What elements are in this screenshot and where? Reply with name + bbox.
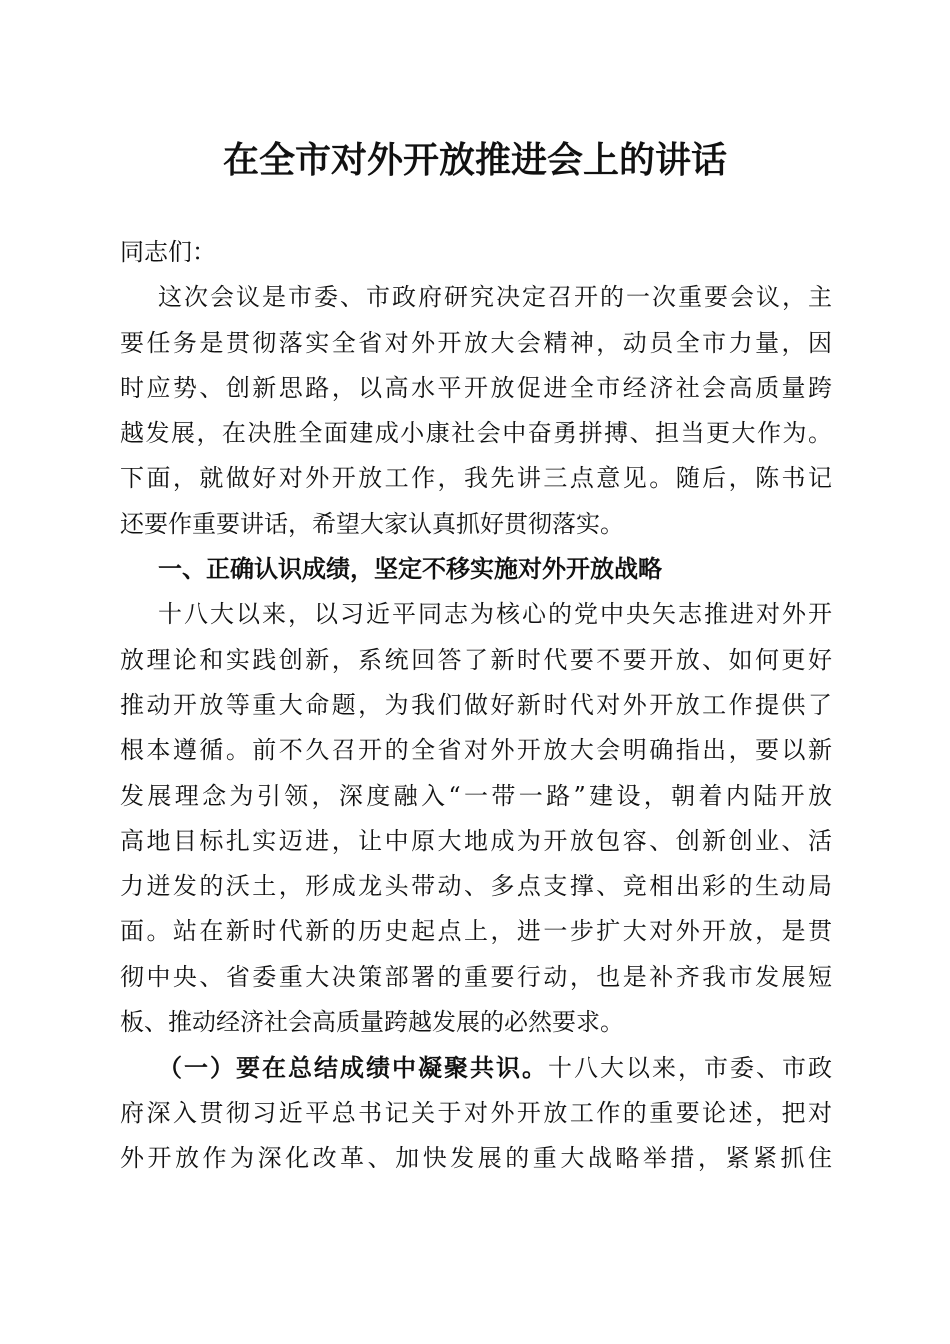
- paragraph-2-line: 力迸发的沃土，形成龙头带动、多点支撑、竞相出彩的生动局: [120, 872, 832, 901]
- paragraph-3-first-line: [120, 1045, 832, 1090]
- paragraph-2-line: 根本遵循。前不久召开的全省对外开放大会明确指出，要以新: [120, 736, 832, 765]
- paragraph-1-line: 要任务是贯彻落实全省对外开放大会精神，动员全市力量，因: [120, 328, 832, 357]
- paragraph-2-line: 面。站在新时代新的历史起点上，进一步扩大对外开放，是贯: [120, 917, 832, 946]
- paragraph-3-line: 外开放作为深化改革、加快发展的重大战略举措，紧紧抓住: [120, 1143, 832, 1172]
- paragraph-2-line: 发展理念为引领，深度融入“一带一路”建设，朝着内陆开放: [120, 781, 832, 810]
- paragraph-2-line: 高地目标扎实迈进，让中原大地成为开放包容、创新创业、活: [120, 826, 832, 855]
- section-heading-1: 一、正确认识成绩，坚定不移实施对外开放战略: [158, 555, 662, 584]
- document-body: [120, 230, 832, 1181]
- paragraph-1-line: 还要作重要讲话，希望大家认真抓好贯彻落实。: [120, 509, 624, 538]
- paragraph-3-first-line-rest: 十八大以来，市委、市政: [548, 1054, 832, 1083]
- paragraph-2-line: 十八大以来，以习近平同志为核心的党中央矢志推进对外开: [158, 600, 832, 629]
- paragraph-1-line: 时应势、创新思路，以高水平开放促进全市经济社会高质量跨: [120, 373, 832, 402]
- paragraph-1-line: 下面，就做好对外开放工作，我先讲三点意见。随后，陈书记: [120, 464, 832, 493]
- paragraph-1-line: 这次会议是市委、市政府研究决定召开的一次重要会议，主: [158, 283, 832, 312]
- subsection-heading-1: （一）要在总结成绩中凝聚共识。: [158, 1053, 548, 1083]
- salutation: 同志们：: [120, 238, 216, 266]
- paragraph-2-line: 推动开放等重大命题，为我们做好新时代对外开放工作提供了: [120, 690, 832, 719]
- paragraph-2-line: 放理论和实践创新，系统回答了新时代要不要开放、如何更好: [120, 645, 832, 674]
- paragraph-1-line: 越发展，在决胜全面建成小康社会中奋勇拼搏、担当更大作为。: [120, 419, 832, 448]
- paragraph-2-line: 板、推动经济社会高质量跨越发展的必然要求。: [120, 1008, 624, 1037]
- paragraph-2-line: 彻中央、省委重大决策部署的重要行动，也是补齐我市发展短: [120, 962, 832, 991]
- document-title: 在全市对外开放推进会上的讲话: [222, 139, 727, 181]
- paragraph-3-line: 府深入贯彻习近平总书记关于对外开放工作的重要论述，把对: [120, 1098, 832, 1127]
